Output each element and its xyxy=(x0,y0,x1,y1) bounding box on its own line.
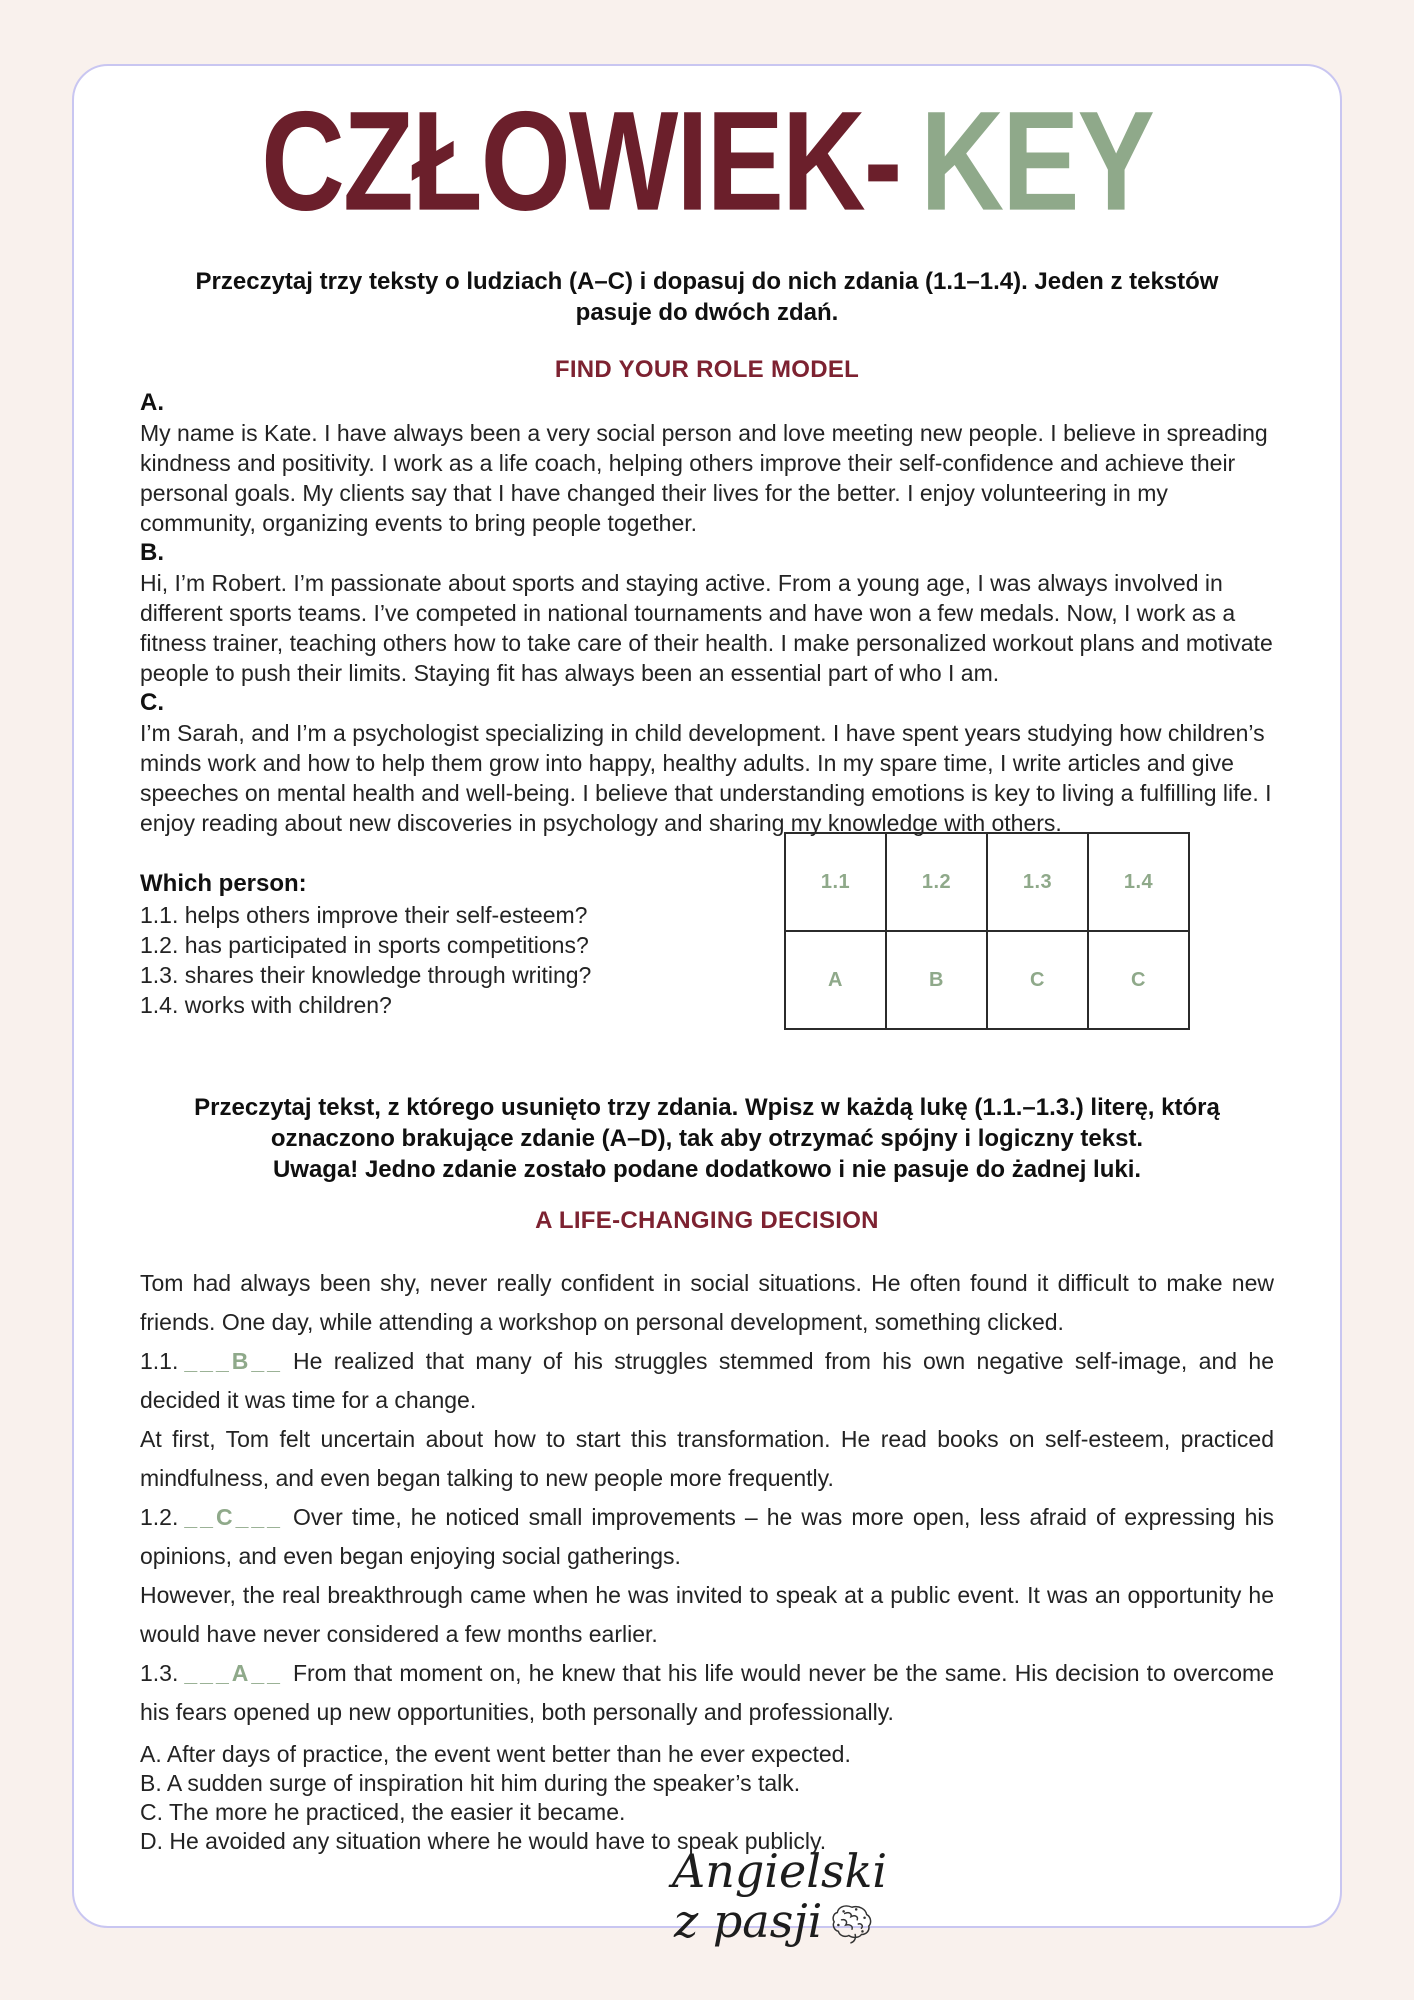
task2-heading: A LIFE-CHANGING DECISION xyxy=(535,1207,879,1234)
story-text xyxy=(140,1264,1274,1732)
header-cell-1-2: 1.2 xyxy=(886,833,987,931)
story-paragraph-4-text: Over time, he noticed small improvements – he was more open, less afraid of expressing his opinions, and even began enjoying social gatherings. xyxy=(140,1504,1274,1569)
story-paragraph-6 xyxy=(140,1654,1274,1732)
gap-answer-1-1: ___B__ xyxy=(184,1348,283,1374)
story-paragraph-6-text: From that moment on, he knew that his life would never be the same. His decision to overcome his fears opened up new opportunities, both personally and professionally. xyxy=(140,1660,1274,1725)
title-word-czlowiek: CZŁOWIEK- xyxy=(261,81,901,241)
text-a-label: A. xyxy=(140,389,164,416)
answer-cell-1-2: B xyxy=(886,931,987,1029)
story-paragraph-1: Tom had always been shy, never really confident in social situations. He often found it difficult to make new friends. One day, while attending a workshop on personal development, something clicked. xyxy=(140,1270,1274,1335)
story-paragraph-4 xyxy=(140,1498,1274,1576)
task1-heading: FIND YOUR ROLE MODEL xyxy=(554,356,860,383)
title-word-key: KEY xyxy=(920,81,1153,241)
reading-text-b xyxy=(140,538,1274,688)
option-a: A. After days of practice, the event went better than he ever expected. xyxy=(140,1741,851,1767)
gap-number-1-2: 1.2. xyxy=(140,1504,179,1530)
reading-texts xyxy=(140,388,1274,838)
task2-instructions: Przeczytaj tekst, z którego usunięto trzy zdania. Wpisz w każdą lukę (1.1.–1.3.) literę, którą oznaczono brakujące zdanie (A–D), tak aby otrzymać spójny i logiczny tekst. xyxy=(194,1094,1220,1152)
brand-name-line2: z pasji xyxy=(674,1894,823,1948)
story-paragraph-2 xyxy=(140,1342,1274,1420)
gap-number-1-1: 1.1. xyxy=(140,1348,179,1374)
question-1-2: 1.2. has participated in sports competitions? xyxy=(140,932,589,958)
story-paragraph-5: However, the real breakthrough came when he was invited to speak at a public event. It was an opportunity he would have never considered a few months earlier. xyxy=(140,1582,1274,1647)
gap-answer-1-2: __C___ xyxy=(184,1504,283,1530)
answer-cell-1-3: C xyxy=(987,931,1088,1029)
answer-cell-1-1: A xyxy=(785,931,886,1029)
worksheet-card xyxy=(72,64,1342,1928)
task1-instructions: Przeczytaj trzy teksty o ludziach (A–C) i dopasuj do nich zdania (1.1–1.4). Jeden z tekstów pasuje do dwóch zdań. xyxy=(195,268,1219,326)
header-cell-1-3: 1.3 xyxy=(987,833,1088,931)
reading-text-a xyxy=(140,388,1274,538)
text-b-body: Hi, I’m Robert. I’m passionate about sports and staying active. From a young age, I was always involved in different sports teams. I’ve competed in national tournaments and have won a few medals. Now, I work as a fitness trainer, teaching others how to take care of their health. I make personalized workout plans and motivate people to push their limits. Staying fit has always been an essential part of who I am. xyxy=(140,570,1273,686)
brand-logo xyxy=(672,1846,887,1946)
page-title xyxy=(140,81,1274,241)
options-list xyxy=(140,1740,1274,1856)
header-cell-1-4: 1.4 xyxy=(1088,833,1189,931)
text-c-body: I’m Sarah, and I’m a psychologist specializing in child development. I have spent years studying how children’s minds work and how to help them grow into happy, healthy adults. In my spare time, I write articles and give speeches on mental health and well-being. I believe that understanding emotions is key to living a fulfilling life. I enjoy reading about new discoveries in psychology and sharing my knowledge with others. xyxy=(140,720,1272,836)
answer-table-answer-row xyxy=(785,931,1189,1029)
option-b: B. A sudden surge of inspiration hit him during the speaker’s talk. xyxy=(140,1770,801,1796)
story-paragraph-3: At first, Tom felt uncertain about how to start this transformation. He read books on self-esteem, practiced mindfulness, and even began talking to new people more frequently. xyxy=(140,1426,1274,1491)
story-paragraph-2-text: He realized that many of his struggles stemmed from his own negative self-image, and he decided it was time for a change. xyxy=(140,1348,1274,1413)
answer-table xyxy=(784,832,1190,1030)
brand-name-line1: Angielski xyxy=(672,1844,888,1898)
text-b-label: B. xyxy=(140,539,164,566)
gap-answer-1-3: ___A__ xyxy=(184,1660,283,1686)
task2-warning: Uwaga! Jedno zdanie zostało podane dodatkowo i nie pasuje do żadnej luki. xyxy=(272,1156,1142,1183)
answer-table-header-row xyxy=(785,833,1189,931)
question-1-4: 1.4. works with children? xyxy=(140,992,392,1018)
answer-cell-1-4: C xyxy=(1088,931,1189,1029)
brain-icon xyxy=(830,1903,874,1945)
text-a-body: My name is Kate. I have always been a very social person and love meeting new people. I believe in spreading kindness and positivity. I work as a life coach, helping others improve their self-confidence and achieve their personal goals. My clients say that I have changed their lives for the better. I enjoy volunteering in my community, organizing events to bring people together. xyxy=(140,420,1268,536)
which-person-block xyxy=(140,868,740,1020)
gap-number-1-3: 1.3. xyxy=(140,1660,179,1686)
header-cell-1-1: 1.1 xyxy=(785,833,886,931)
brand-name-line2-row xyxy=(674,1896,887,1946)
question-1-1: 1.1. helps others improve their self-esteem? xyxy=(140,902,588,928)
which-person-heading: Which person: xyxy=(140,870,307,897)
question-1-3: 1.3. shares their knowledge through writing? xyxy=(140,962,592,988)
text-c-label: C. xyxy=(140,689,164,716)
option-d: D. He avoided any situation where he would have to speak publicly. xyxy=(140,1828,827,1854)
option-c: C. The more he practiced, the easier it became. xyxy=(140,1799,626,1825)
reading-text-c xyxy=(140,688,1274,838)
task2-instructions-block xyxy=(157,1092,1257,1185)
